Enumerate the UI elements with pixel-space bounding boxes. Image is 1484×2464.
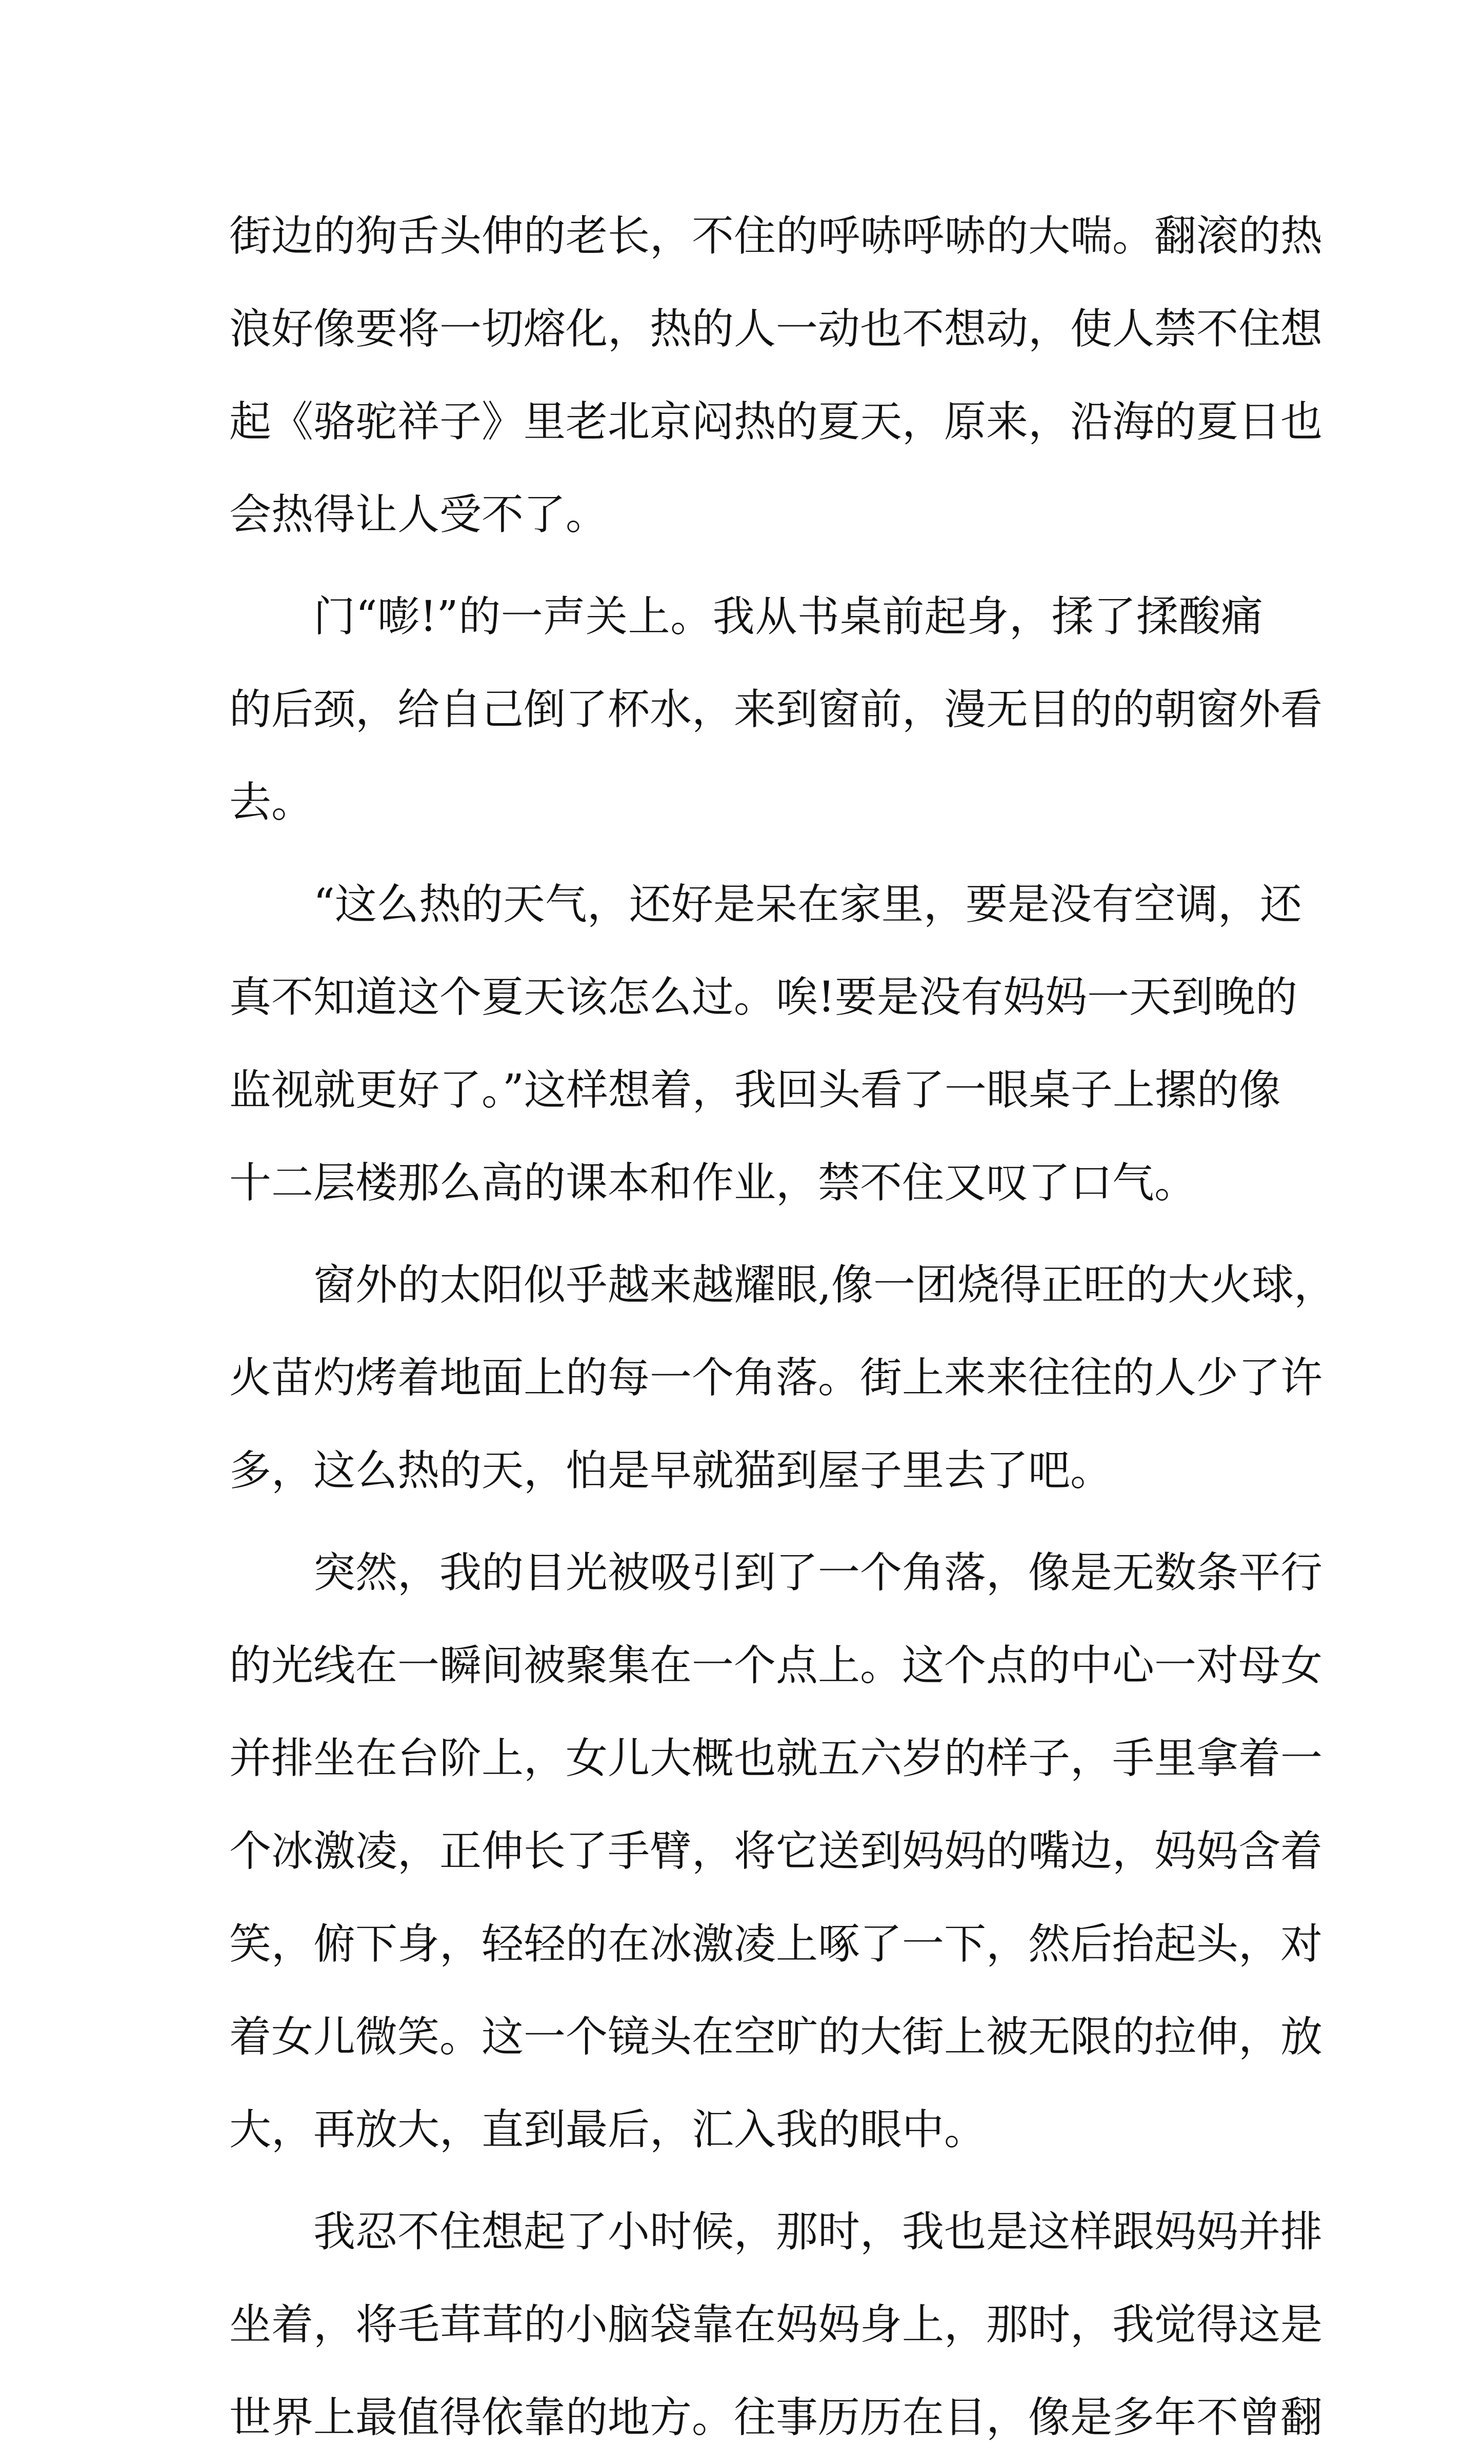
text-line: 着女儿微笑。这一个镜头在空旷的大街上被无限的拉伸，放 xyxy=(229,2013,1323,2061)
text-line: 会热得让人受不了。 xyxy=(229,490,608,539)
paragraph xyxy=(229,858,1302,1229)
text-line: 真不知道这个夏天该怎么过。唉!要是没有妈妈一天到晚的 xyxy=(229,973,1297,1022)
text-line: 多，这么热的天，怕是早就猫到屋子里去了吧。 xyxy=(229,1446,1113,1495)
text-line: 坐着，将毛茸茸的小脑袋靠在妈妈身上，那时，我觉得这是 xyxy=(229,2300,1323,2349)
paragraph xyxy=(229,1239,1336,1517)
text-line: 的光线在一瞬间被聚集在一个点上。这个点的中心一对母女 xyxy=(229,1641,1323,1690)
text-line: 的后颈，给自己倒了杯水，来到窗前，漫无目的的朝窗外看 xyxy=(229,685,1323,734)
paragraph xyxy=(229,1526,1323,2176)
text-line: 世界上最值得依靠的地方。往事历历在目，像是多年不曾翻 xyxy=(229,2393,1323,2442)
text-line: 十二层楼那么高的课本和作业，禁不住又叹了口气。 xyxy=(229,1159,1197,1207)
text-line: 个冰激凌，正伸长了手臂，将它送到妈妈的嘴边，妈妈含着 xyxy=(229,1827,1323,1876)
text-line: 大，再放大，直到最后，汇入我的眼中。 xyxy=(229,2105,987,2154)
text-line: 笑，俯下身，轻轻的在冰激凌上啄了一下，然后抬起头，对 xyxy=(229,1920,1323,1969)
paragraph xyxy=(229,570,1323,849)
text-line: 突然，我的目光被吸引到了一个角落，像是无数条平行 xyxy=(313,1548,1323,1597)
body-text xyxy=(229,190,1336,2464)
text-line: 监视就更好了。”这样想着，我回头看了一眼桌子上摞的像 xyxy=(229,1066,1281,1115)
text-line: 门“嘭!”的一声关上。我从书桌前起身，揉了揉酸痛 xyxy=(313,592,1263,641)
text-line: 窗外的太阳似乎越来越耀眼,像一团烧得正旺的大火球， xyxy=(313,1261,1336,1309)
text-line: 起《骆驼祥子》里老北京闷热的夏天，原来，沿海的夏日也 xyxy=(229,398,1323,446)
text-line: 浪好像要将一切熔化，热的人一动也不想动，使人禁不住想 xyxy=(229,305,1323,353)
text-line: 街边的狗舌头伸的老长，不住的呼哧呼哧的大喘。翻滚的热 xyxy=(229,212,1323,261)
paragraph xyxy=(229,2185,1323,2464)
paragraph xyxy=(229,190,1323,561)
text-line: 去。 xyxy=(229,778,314,827)
text-line: “这么热的天气，还好是呆在家里，要是没有空调，还 xyxy=(313,880,1302,929)
text-line: 我忍不住想起了小时候，那时，我也是这样跟妈妈并排 xyxy=(313,2208,1323,2256)
text-line: 火苗灼烤着地面上的每一个角落。街上来来往往的人少了许 xyxy=(229,1354,1323,1402)
text-line: 并排坐在台阶上，女儿大概也就五六岁的样子，手里拿着一 xyxy=(229,1734,1323,1783)
